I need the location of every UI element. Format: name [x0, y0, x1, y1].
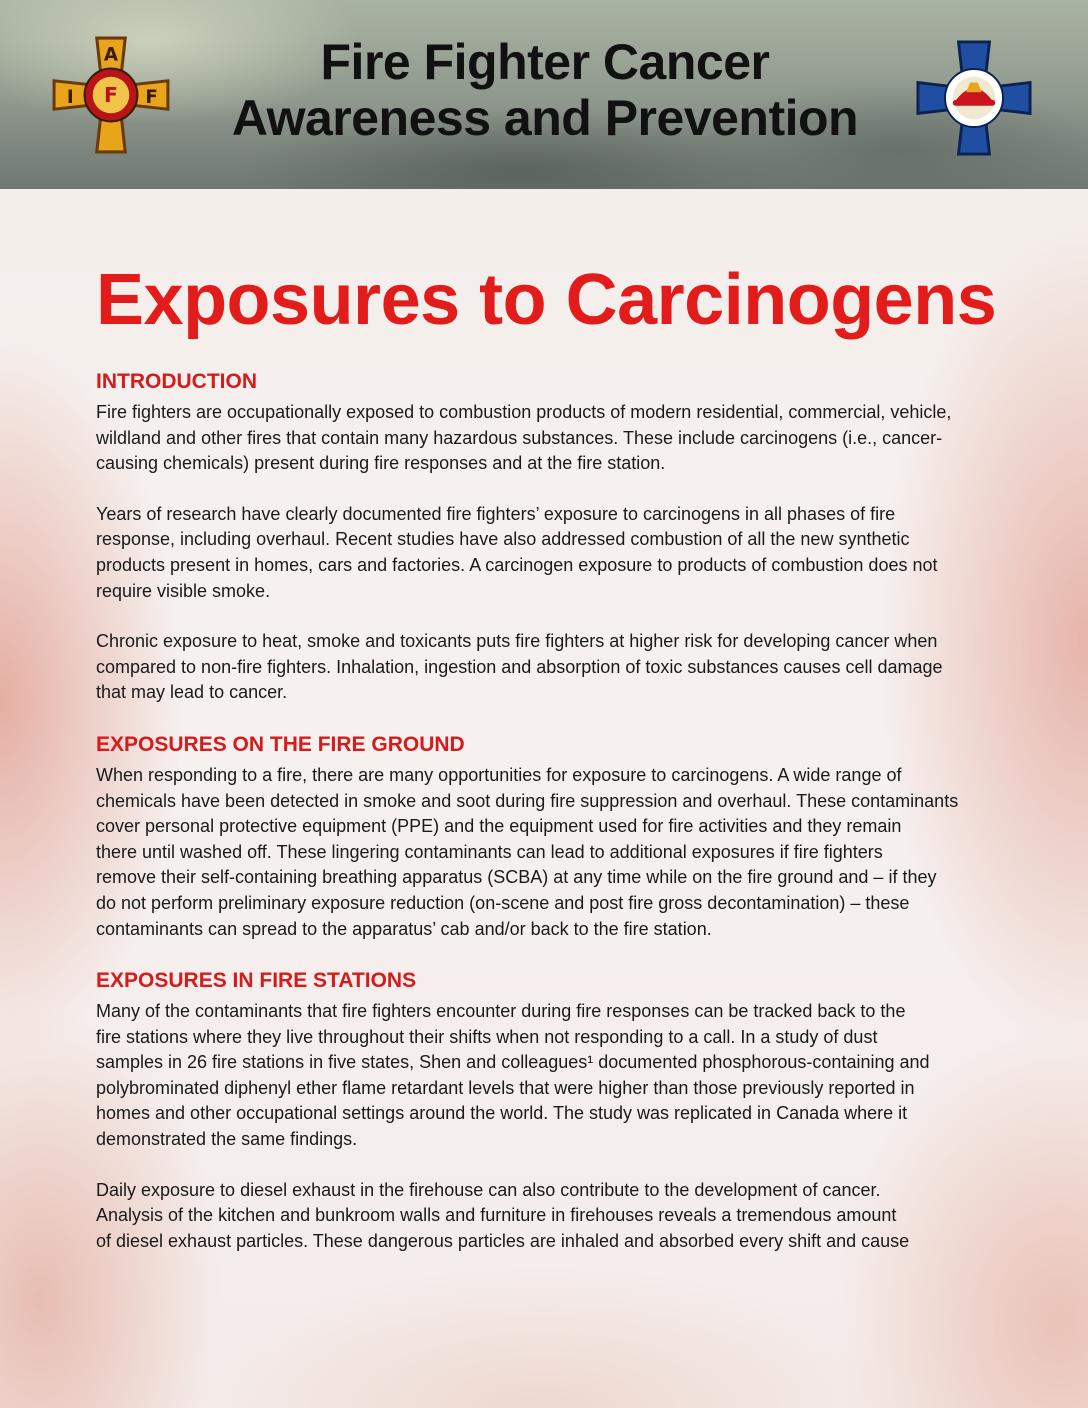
text-line: When responding to a fire, there are many opportunities for exposure to carcinogens. A wide range of — [96, 764, 902, 785]
text-line: Chronic exposure to heat, smoke and toxicants puts fire fighters at higher risk for developing cancer when — [96, 631, 938, 652]
text-line: homes and other occupational settings around the world. The study was replicated in Canada where it — [96, 1103, 908, 1124]
text-line: contaminants can spread to the apparatus’ cab and/or back to the fire station. — [96, 918, 712, 939]
text-line: require visible smoke. — [96, 580, 271, 601]
text-line: Analysis of the kitchen and bunkroom walls and furniture in firehouses reveals a tremendous amount — [96, 1205, 897, 1226]
section-heading-fire-stations: EXPOSURES IN FIRE STATIONS — [96, 969, 417, 993]
text-line: fire stations where they live throughout their shifts when not responding to a call. In a study of dust — [96, 1026, 878, 1047]
text-line: remove their self-containing breathing apparatus (SCBA) at any time while on the fire ground and – if they — [96, 867, 937, 888]
paragraph — [96, 999, 996, 1153]
iaff-logo-icon — [50, 34, 172, 156]
svg-text:F: F — [145, 87, 158, 109]
text-line: demonstrated the same findings. — [96, 1129, 358, 1150]
paragraph — [96, 400, 996, 477]
text-line: do not perform preliminary exposure reduction (on-scene and post fire gross decontamination) – these — [96, 892, 910, 913]
fcsn-logo-icon — [916, 40, 1032, 156]
text-line: Many of the contaminants that fire fighters encounter during fire responses can be tracked back to the — [96, 1001, 906, 1022]
header-title-line-1: Fire Fighter Cancer — [320, 34, 770, 90]
page-title: Exposures to Carcinogens — [96, 260, 997, 340]
text-line: of diesel exhaust particles. These dangerous particles are inhaled and absorbed every shift and cause — [96, 1230, 910, 1251]
svg-text:F: F — [104, 83, 118, 108]
text-line: Years of research have clearly documented fire fighters’ exposure to carcinogens in all phases of fire — [96, 503, 896, 524]
paragraph — [96, 763, 996, 942]
main-content — [96, 252, 996, 1254]
paragraph — [96, 1178, 996, 1255]
header-title-line-2: Awareness and Prevention — [231, 90, 859, 146]
text-line: polybrominated diphenyl ether flame retardant levels that were higher than those previously reported in — [96, 1077, 915, 1098]
svg-text:I: I — [66, 87, 74, 109]
text-line: response, including overhaul. Recent studies have also addressed combustion of all the new synthetic — [96, 529, 910, 550]
paragraph — [96, 629, 996, 706]
text-line: chemicals have been detected in smoke and soot during fire suppression and overhaul. These contaminants — [96, 790, 959, 811]
text-line: Fire fighters are occupationally exposed to combustion products of modern residential, commercial, vehicle, — [96, 402, 952, 422]
text-line: that may lead to cancer. — [96, 682, 288, 703]
text-line: cover personal protective equipment (PPE) and the equipment used for fire activities and they remain — [96, 816, 902, 837]
section-heading-introduction: INTRODUCTION — [96, 370, 257, 393]
text-line: products present in homes, cars and factories. A carcinogen exposure to products of combustion does not — [96, 554, 938, 575]
svg-text:A: A — [103, 44, 119, 66]
text-line: Daily exposure to diesel exhaust in the firehouse can also contribute to the development of cancer. — [96, 1179, 881, 1200]
text-line: samples in 26 fire stations in five states, Shen and colleagues¹ documented phosphorous-containing and — [96, 1052, 930, 1073]
text-line: there until washed off. These lingering contaminants can lead to additional exposures if fire fighters — [96, 841, 883, 862]
paragraph — [96, 502, 996, 604]
text-line: wildland and other fires that contain many hazardous substances. These include carcinogens (i.e., cancer- — [96, 427, 943, 448]
text-line: causing chemicals) present during fire responses and at the fire station. — [96, 453, 666, 474]
section-heading-fire-ground: EXPOSURES ON THE FIRE GROUND — [96, 732, 465, 756]
header-banner — [0, 0, 1088, 189]
text-line: compared to non-fire fighters. Inhalation, ingestion and absorption of toxic substances causes cell damage — [96, 656, 943, 677]
header-title — [190, 34, 900, 146]
